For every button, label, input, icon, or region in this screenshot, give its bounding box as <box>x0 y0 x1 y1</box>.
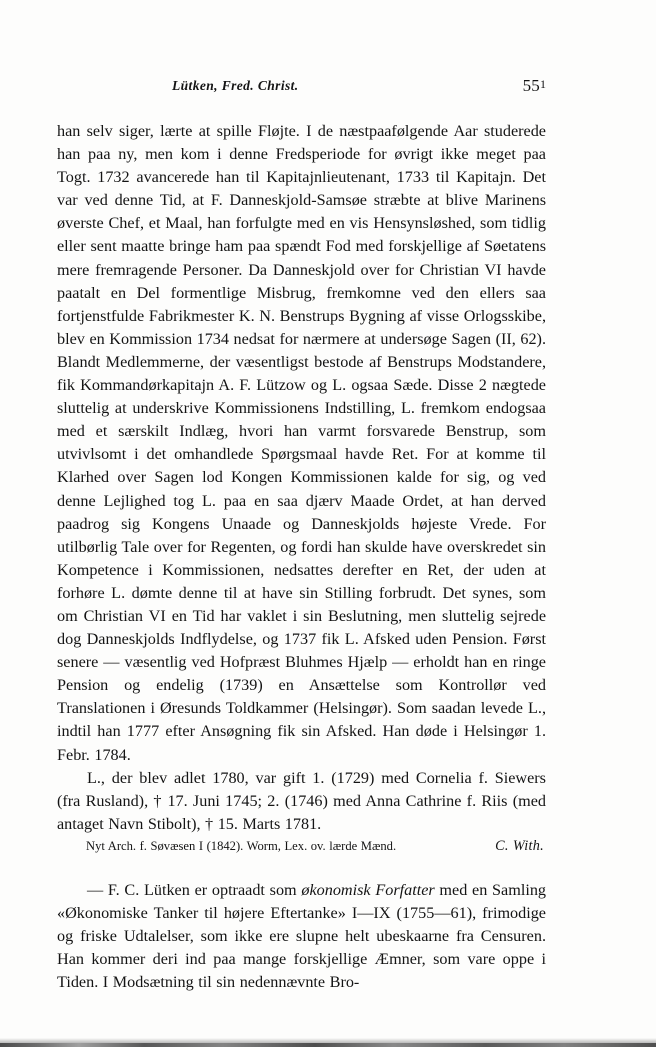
running-head <box>57 78 546 102</box>
paragraph-author-note <box>57 879 546 994</box>
paragraph-spacer <box>57 855 546 879</box>
author-note-italic-phrase: økonomisk Forfatter <box>301 880 435 899</box>
author-note-after-italic: med en Samling «Økonomiske Tanker til højere Eftertanke» I—IX (1755—61), frimodige og friske Udtalelser, som ikke ere slupne helt ubeskaarne fra Censuren. Han kommer deri ind paa mange forskjellige Æmner, som vare oppe i Tiden. I Modsætning til sin nedennævnte Bro- <box>57 880 547 992</box>
text-block <box>57 0 546 994</box>
page-number <box>523 76 546 96</box>
running-head-title: Lütken, Fred. Christ. <box>172 78 299 93</box>
body-text <box>57 120 546 994</box>
paragraph-biography: han selv siger, lærte at spille Fløjte. I de næstpaafølgende Aar studerede han paa ny, men kom i denne Fredsperiode for øvrigt ikke meget paa Togt. 1732 avancerede han til Kapitajnlieutenant, 1733 til Kapitajn. Det var ved denne Tid, at F. Danneskjold-Samsøe stræbte at blive Marinens øverste Chef, et Maal, han forfulgte med en vis Hensynsløshed, som tidlig eller sent maatte bringe ham paa spændt Fod med forskjellige af Søetatens mere fremragende Personer. Da Danneskjold over for Christian VI havde paatalt en Del formentlige Misbrug, fremkomne ved den ellers saa fortjenstfulde Fabrikmester K. N. Benstrups Bygning af visse Orlogsskibe, blev en Kommission 1734 nedsat for nærmere at undersøge Sagen (II, 62). Blandt Medlemmerne, der væsentligst bestode af Benstrups Modstandere, fik Kommandørkapitajn A. F. Lützow og L. ogsaa Sæde. Disse 2 nægtede sluttelig at underskrive Kommissionens Indstilling, L. fremkom endogsaa med et særskilt Indlæg, hvori han varmt forsvarede Benstrup, som utvivlsomt i det omhandlede Spørgsmaal havde Ret. For at komme til Klarhed over Sagen lod Kongen Kommissionen kalde for sig, og ved denne Lejlighed tog L. paa en saa djærv Maade Ordet, at han derved paadrog sig Kongens Unaade og Danneskjolds højeste Vrede. For utilbørlig Tale over for Regenten, og fordi han skulde have overskredet sin Kompetence i Kommissionen, nedsattes derefter en Ret, der uden at forhøre L. dømte denne til at have sin Stilling forbrudt. Det synes, som om Christian VI en Tid har vaklet i sin Beslutning, men sluttelig sejrede dog Danneskjolds Indflydelse, og 1737 fik L. Afsked uden Pension. Først senere — væsentlig ved Hofpræst Bluhmes Hjælp — erholdt han en ringe Pension og endelig (1739) en Ansættelse som Kontrollør ved Translationen i Øresunds Toldkammer (Helsingør). Som saadan levede L., indtil han 1777 efter Ansøgning fik sin Afsked. Han døde i Helsingør 1. Febr. 1784. <box>57 122 546 764</box>
paragraph-marriages: L., der blev adlet 1780, var gift 1. (1729) med Cornelia f. Siewers (fra Rusland), † 17. Juni 1745; 2. (1746) med Anna Cathrine f. Riis (med antaget Navn Stibolt), † 15. Marts 1781. <box>57 768 546 833</box>
citation-sources: Nyt Arch. f. Søvæsen I (1842). Worm, Lex. ov. lærde Mænd. <box>86 838 397 853</box>
author-note-before-italic: F. C. Lütken er optraadt som <box>103 880 302 899</box>
page-number-last-digit: 1 <box>540 77 546 91</box>
author-signature: C. With. <box>495 837 544 854</box>
em-dash-lead: — <box>87 880 104 899</box>
scan-bottom-edge <box>0 1043 656 1047</box>
page-number-main: 55 <box>522 76 540 95</box>
source-citation <box>57 837 546 855</box>
